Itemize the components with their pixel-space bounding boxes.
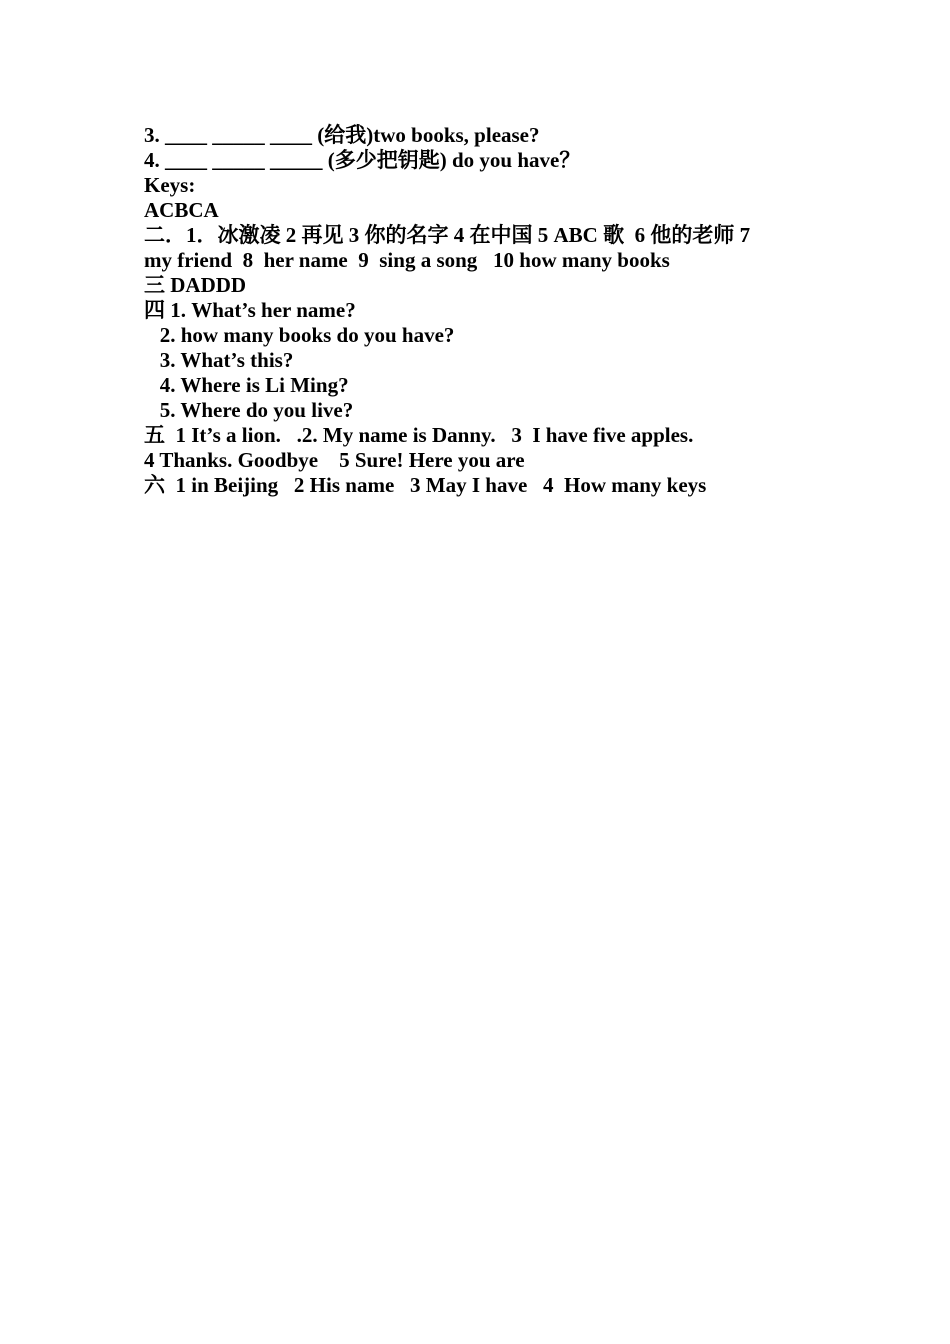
section-2-answers-line-2: my friend 8 her name 9 sing a song 10 how many books	[144, 248, 670, 272]
section-4-answer-4: 4. Where is Li Ming?	[144, 373, 349, 397]
section-4-answer-2: 2. how many books do you have?	[144, 323, 455, 347]
section-6-answers: 六 1 in Beijing 2 His name 3 May I have 4 How many keys	[144, 473, 707, 497]
question-4-line: 4. ____ _____ _____ (多少把钥匙) do you have？	[144, 148, 581, 172]
section-2-answers-line-1: 二．1．冰激凌 2 再见 3 你的名字 4 在中国 5 ABC 歌 6 他的老师 7	[144, 223, 751, 247]
keys-heading: Keys:	[144, 173, 196, 197]
section-5-answers-line-2: 4 Thanks. Goodbye 5 Sure! Here you are	[144, 448, 525, 472]
section-4-answer-3: 3. What’s this?	[144, 348, 294, 372]
answer-text-block	[144, 123, 824, 498]
section-5-answers-line-1: 五 1 It’s a lion. .2. My name is Danny. 3 I have five apples.	[144, 423, 694, 447]
section-3-answers: 三 DADDD	[144, 273, 247, 297]
question-3-line: 3. ____ _____ ____ (给我)two books, please?	[144, 123, 540, 147]
section-1-answers: ACBCA	[144, 198, 219, 222]
section-4-answer-5: 5. Where do you live?	[144, 398, 354, 422]
section-4-answer-1: 四 1. What’s her name?	[144, 298, 356, 322]
